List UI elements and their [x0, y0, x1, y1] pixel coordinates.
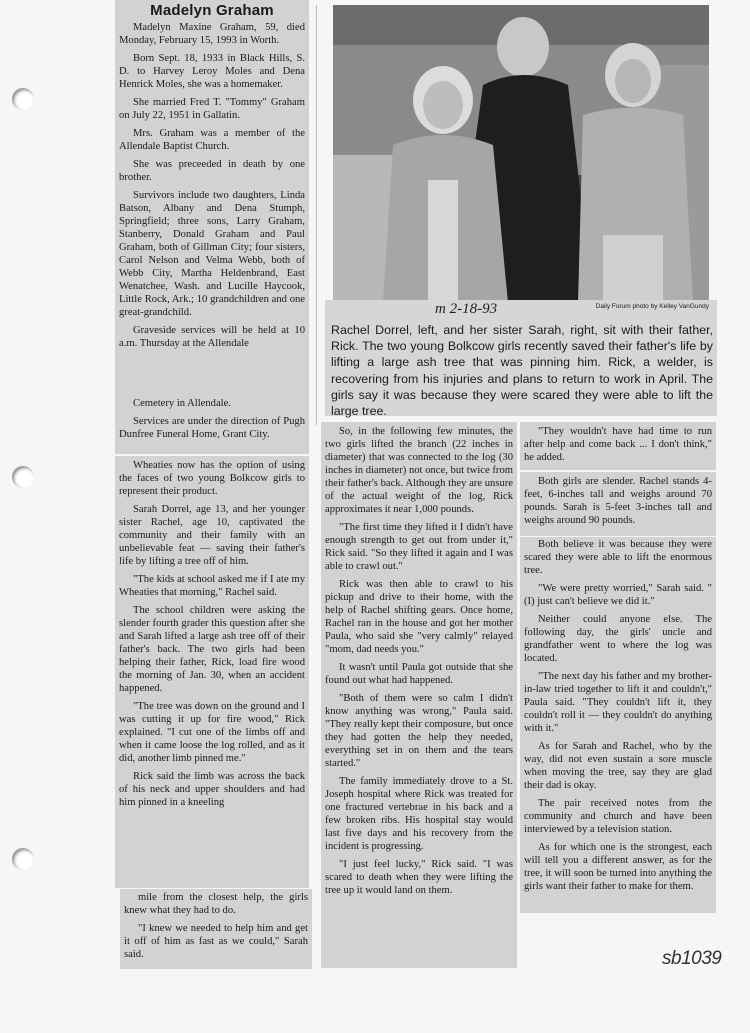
paragraph: The school children were asking the slender fourth grader this question after she and Sarah lifted a large ash tree off of their father's back. The two girls had been helping their father, Rick, load fire wood the morning of Jan. 30, when an accident happened.	[119, 605, 305, 694]
paragraph: "The next day his father and my brother-in-law tried together to lift it and couldn't," Paula said. "They couldn't lift it, they couldn't roll it — they couldn't do anything with it."	[524, 671, 712, 734]
paragraph: As for Sarah and Rachel, who by the way, did not even sustain a sore muscle when moving the tree, say they are glad their dad is okay.	[524, 741, 712, 791]
obituary-body	[119, 21, 305, 350]
article-column-2	[321, 422, 517, 968]
photo-credit: Daily Forum photo by Kelley VanGundy	[595, 303, 709, 310]
article-column-3a	[520, 422, 716, 470]
article-column-1-body	[119, 459, 305, 809]
paragraph: mile from the closest help, the girls knew what they had to do.	[124, 892, 308, 916]
paragraph: "We were pretty worried," Sarah said. "(I) just can't believe we did it."	[524, 583, 712, 607]
photo-caption-block	[325, 300, 717, 419]
cut-line	[316, 5, 317, 425]
article-column-1	[115, 456, 309, 888]
binder-hole-icon	[12, 466, 34, 488]
paragraph: As for which one is the strongest, each will tell you a different answer, as for the tree, it will soon be turned into anything the girls want their father to make for them.	[524, 842, 712, 892]
paragraph: Services are under the direction of Pugh Dunfree Funeral Home, Grant City.	[119, 416, 305, 440]
paragraph: Born Sept. 18, 1933 in Black Hills, S. D. to Harvey Leroy Moles and Dena Henrick Moles, she was a homemaker.	[119, 53, 305, 90]
archive-mark: sb1039	[662, 948, 722, 969]
paragraph: Cemetery in Allendale.	[133, 398, 231, 409]
paragraph: Rick said the limb was across the back of his neck and upper shoulders and had him pinned in a kneeling	[119, 771, 305, 808]
paragraph: Madelyn Maxine Graham, 59, died Monday, February 15, 1993 in Worth.	[119, 22, 305, 46]
paragraph: Survivors include two daughters, Linda Batson, Albany and Dena Stumph, Springfield; three sons, Larry Graham, Stanberry, Donald Graham and Paul Graham, both of Gillman City; four sisters, Carol Nelson and Velma Webb, both of Webb City, Martha Heldenbrand, East Wenatchee, Wash. and Lucille Haycook, Little Rock, Ark.; 10 grandchildren and one great-grandchild.	[119, 190, 305, 318]
obituary-continuation-body	[119, 397, 305, 441]
family-photo	[333, 5, 709, 303]
paragraph: "I just feel lucky," Rick said. "I was scared to death when they were lifting the tree up it would land on them.	[325, 859, 513, 896]
binder-hole-icon	[12, 88, 34, 110]
paragraph: Neither could anyone else. The following day, the girls' uncle and grandfather went to where the log was located.	[524, 614, 712, 664]
paragraph: Mrs. Graham was a member of the Allendale Baptist Church.	[119, 128, 305, 152]
article-column-1b-body	[124, 891, 308, 961]
paragraph: Both believe it was because they were scared they were able to lift the enormous tree.	[524, 539, 712, 576]
obituary-clipping	[115, 0, 309, 397]
paragraph: Graveside services will be held at 10 a.m. Thursday at the Allendale	[119, 325, 305, 349]
obituary-headline: Madelyn Graham	[150, 2, 274, 19]
binder-hole-icon	[12, 848, 34, 870]
paragraph: "The kids at school asked me if I ate my Wheaties that morning," Rachel said.	[119, 574, 305, 598]
obituary-continuation	[115, 396, 309, 454]
paragraph: So, in the following few minutes, the two girls lifted the branch (22 inches in diameter) that was connected to the log (30 inches in diameter) not once, but twice from their father's back. Although they are unsure of the actual weight of the log, Rick approximates it near 1,000 pounds.	[325, 426, 513, 515]
paragraph: The pair received notes from the community and church and have been interviewed by a television station.	[524, 798, 712, 835]
paragraph: She married Fred T. "Tommy" Graham on July 22, 1951 in Gallatin.	[119, 97, 305, 121]
paragraph: She was preceeded in death by one brother.	[119, 159, 305, 183]
paragraph: "They wouldn't have had time to run after help and come back ... I don't think," he added.	[524, 426, 712, 463]
photo-image	[333, 5, 709, 303]
article-column-1b	[120, 889, 312, 969]
paragraph: "Both of them were so calm I didn't know anything was wrong," Paula said. "They really kept their composure, but once they had gotten the help they needed, everything set in on them and the tears started."	[325, 693, 513, 769]
paragraph: Both girls are slender. Rachel stands 4-feet, 6-inches tall and weighs around 70 pounds. Sarah is 5-feet 3-inches tall and weighs around 90 pounds.	[524, 476, 712, 526]
paragraph: "I knew we needed to help him and get it off of him as fast as we could," Sarah said.	[124, 923, 308, 960]
paragraph: It wasn't until Paula got outside that she found out what had happened.	[325, 662, 513, 686]
handwritten-date: m 2-18-93	[435, 301, 498, 317]
paragraph: The family immediately drove to a St. Joseph hospital where Rick was treated for one fractured vertebrae in his back and a few broken ribs. His hospital stay would last five days and his recovery from the incident is progressing.	[325, 776, 513, 852]
paragraph: Wheaties now has the option of using the faces of two young Bolkcow girls to represent their product.	[119, 460, 305, 497]
paragraph: Sarah Dorrel, age 13, and her younger sister Rachel, age 10, captivated the community and their family with an unbelievable feat — saving their father's life by lifting a tree off of him.	[119, 504, 305, 567]
article-column-3a-body	[524, 425, 712, 464]
article-column-3b	[520, 472, 716, 536]
paragraph: Rick was then able to crawl to his pickup and drive to their home, with the help of Rachel shifting gears. Once home, Rachel ran in the house and got her mother Paula, who said she "very calmly" relayed "mom, dad needs you."	[325, 579, 513, 655]
article-column-3c	[520, 537, 716, 913]
article-column-2-body	[325, 425, 513, 897]
article-column-3c-body	[524, 538, 712, 893]
paragraph: "The tree was down on the ground and I was cutting it up for fire wood," Rick explained. "I cut one of the limbs off and when it came loose the log rolled, and as it did, another limb pinned me."	[119, 701, 305, 764]
article-column-3b-body	[524, 475, 712, 527]
photo-caption: Rachel Dorrel, left, and her sister Sarah, right, sit with their father, Rick. The two young Bolkcow girls recently saved their father's life by lifting a large ash tree that was pinning him. Rick, a welder, is recovering from his injuries and plans to return to work in April. The girls say it was because they were scared they were able to lift the large tree.	[331, 323, 713, 419]
paragraph: "The first time they lifted it I didn't have enough strength to get out from under it," Rick said. "So they lifted it again and I was able to crawl out."	[325, 522, 513, 572]
